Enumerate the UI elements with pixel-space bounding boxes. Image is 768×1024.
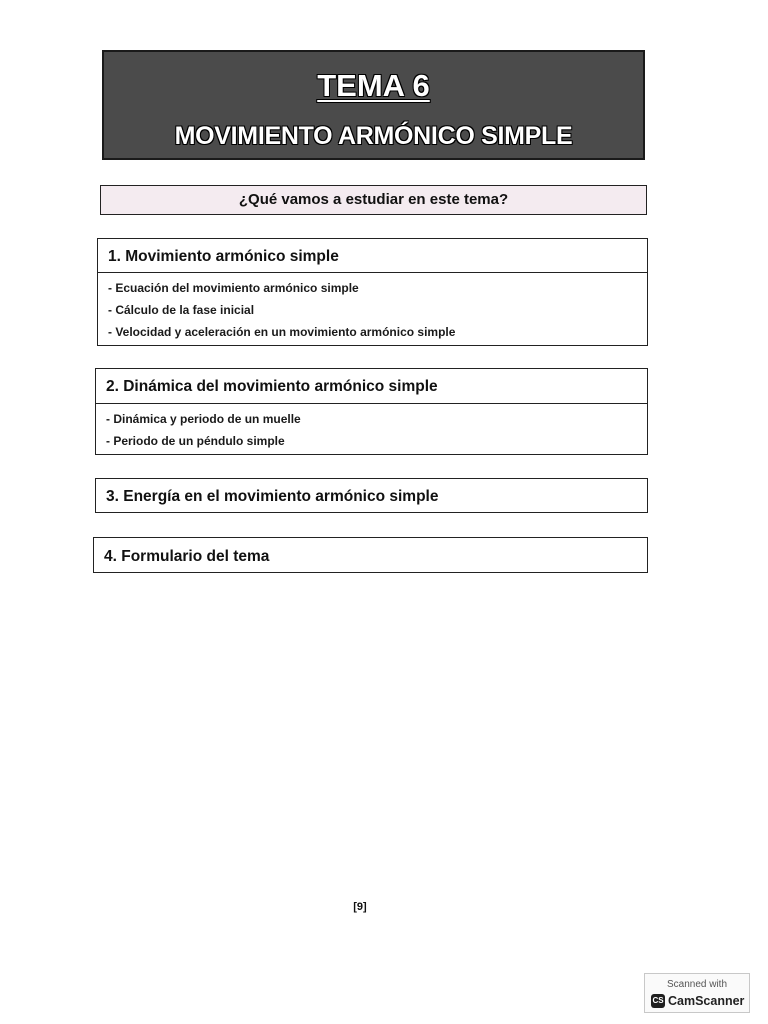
section-movimiento-armonico-simple (97, 238, 648, 346)
camscanner-watermark (644, 973, 750, 1013)
section-formulario (93, 537, 648, 573)
intro-question-box: ¿Qué vamos a estudiar en este tema? (100, 185, 647, 215)
section-title: 3. Energía en el movimiento armónico simple (106, 488, 439, 505)
title-banner (102, 50, 645, 160)
section-title: 1. Movimiento armónico simple (98, 239, 647, 273)
list-item: - Dinámica y periodo de un muelle (106, 412, 301, 426)
section-title: 4. Formulario del tema (104, 548, 270, 565)
list-item: - Ecuación del movimiento armónico simple (108, 281, 359, 295)
camscanner-brand: CamScanner (668, 994, 745, 1008)
list-item: - Cálculo de la fase inicial (108, 303, 255, 317)
topic-title: MOVIMIENTO ARMÓNICO SIMPLE (174, 122, 573, 150)
section-item-list (98, 273, 647, 343)
list-item: - Periodo de un péndulo simple (106, 434, 285, 448)
section-title: 2. Dinámica del movimiento armónico simple (96, 369, 647, 404)
topic-number: TEMA 6 (317, 68, 430, 103)
scanned-with-label: Scanned with (666, 979, 728, 990)
section-dinamica (95, 368, 648, 455)
camscanner-logo-icon: CS (651, 994, 665, 1008)
page-number: [9] (353, 901, 367, 913)
section-item-list (96, 404, 647, 452)
section-energia (95, 478, 648, 513)
list-item: - Velocidad y aceleración en un movimiento armónico simple (108, 325, 456, 339)
